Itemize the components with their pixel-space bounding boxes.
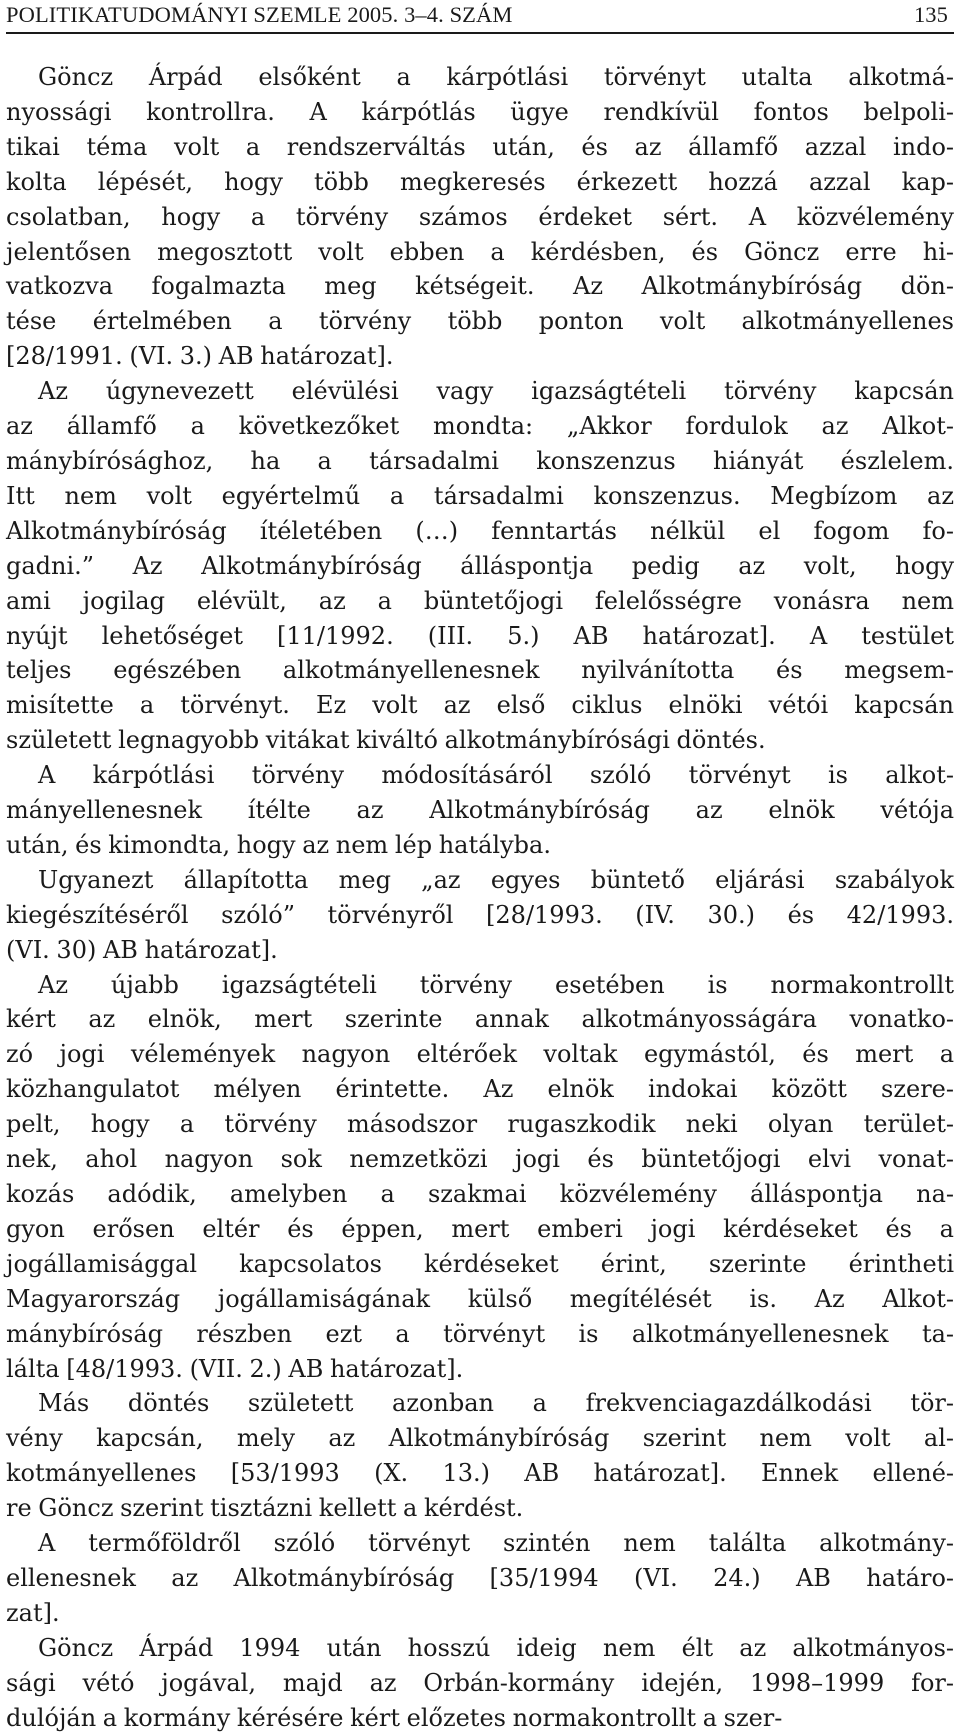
text-line: zó jogi vélemények nagyon eltérőek voltak egymástól, és mert a (6, 1040, 954, 1069)
text-line: sági vétó jogával, majd az Orbán-kormány idején, 1998–1999 for- (6, 1668, 954, 1697)
text-line: ami jogilag elévült, az a büntetőjogi felelősségre vonásra nem (6, 586, 954, 615)
text-line: jelentősen megosztott volt ebben a kérdésben, és Göncz erre hi- (6, 237, 954, 266)
text-line: kozás adódik, amelyben a szakmai közvélemény álláspontja na- (6, 1180, 954, 1208)
paragraph (6, 1386, 954, 1526)
text-line: kotmányellenes [53/1993 (X. 13.) AB határozat]. Ennek ellené- (6, 1459, 954, 1488)
paragraph (6, 1631, 954, 1736)
running-head (6, 2, 954, 34)
text-line: kért az elnök, mert szerinte annak alkotmányosságára vonatko- (6, 1005, 954, 1034)
document-page (6, 0, 954, 1732)
paragraph (6, 1526, 954, 1631)
text-line: ellenesnek az Alkotmánybíróság [35/1994 (VI. 24.) AB határo- (6, 1563, 954, 1592)
article-body (6, 60, 954, 1736)
text-line: Göncz Árpád 1994 után hosszú ideig nem élt az alkotmányos- (38, 1633, 954, 1662)
text-line: vatkozva fogalmazta meg kétségeit. Az Alkotmánybíróság dön- (6, 272, 954, 301)
text-line: Az úgynevezett elévülési vagy igazságtételi törvény kapcsán (38, 377, 954, 406)
text-line: pelt, hogy a törvény másodszor rugaszkodik neki olyan terület- (6, 1110, 954, 1139)
text-line: az államfő a következőket mondta: „Akkor fordulok az Alkot- (6, 412, 954, 441)
text-line: dulóján a kormány kérésére kért előzetes normakontrollt a szer- (6, 1703, 783, 1732)
text-line: tikai téma volt a rendszerváltás után, és az államfő azzal indo- (6, 132, 954, 161)
text-line: mánybíróság részben ezt a törvényt is alkotmányellenesnek ta- (6, 1319, 954, 1348)
paragraph (6, 374, 954, 758)
text-line: zat]. (6, 1598, 60, 1627)
text-line: közhangulatot mélyen érintette. Az elnök indokai között szere- (6, 1075, 954, 1104)
text-line: gadni.” Az Alkotmánybíróság álláspontja pedig az volt, hogy (6, 551, 954, 580)
text-line: után, és kimondta, hogy az nem lép hatályba. (6, 830, 551, 859)
paragraph (6, 968, 954, 1387)
text-line: Itt nem volt egyértelmű a társadalmi konszenzus. Megbízom az (6, 481, 954, 510)
text-line: mányellenesnek ítélte az Alkotmánybíróság az elnök vétója (6, 796, 954, 825)
text-line: lálta [48/1993. (VII. 2.) AB határozat]. (6, 1354, 464, 1383)
text-line: nyossági kontrollra. A kárpótlás ügye rendkívül fontos belpoli- (6, 97, 954, 126)
text-line: Magyarország jogállamiságának külső megítélését is. Az Alkot- (6, 1284, 954, 1313)
text-line: vény kapcsán, mely az Alkotmánybíróság szerint nem volt al- (6, 1424, 954, 1453)
text-line: misítette a törvényt. Ez volt az első ciklus elnöki vétói kapcsán (6, 691, 954, 720)
text-line: Más döntés született azonban a frekvenciagazdálkodási tör- (38, 1389, 954, 1418)
paragraph (6, 60, 954, 374)
text-line: nek, ahol nagyon sok nemzetközi jogi és büntetőjogi elvi vonat- (6, 1145, 954, 1174)
text-line: gyon erősen eltér és éppen, mert emberi jogi kérdéseket és a (6, 1214, 954, 1243)
text-line: Az újabb igazságtételi törvény esetében is normakontrollt (38, 970, 954, 999)
text-line: Alkotmánybíróság ítéletében (…) fenntartás nélkül el fogom fo- (6, 516, 954, 545)
paragraph (6, 863, 954, 968)
text-line: [28/1991. (VI. 3.) AB határozat]. (6, 342, 394, 371)
text-line: nyújt lehetőséget [11/1992. (III. 5.) AB határozat]. A testület (6, 621, 954, 650)
text-line: A termőföldről szóló törvényt szintén nem találta alkotmány- (38, 1529, 954, 1558)
text-line: kolta lépését, hogy több megkeresés érkezett hozzá azzal kap- (6, 167, 954, 196)
paragraph (6, 758, 954, 863)
text-line: A kárpótlási törvény módosításáról szóló törvényt is alkot- (38, 761, 954, 790)
text-line: mánybírósághoz, ha a társadalmi konszenzus hiányát észlelem. (6, 446, 954, 475)
text-line: (VI. 30) AB határozat]. (6, 935, 278, 964)
text-line: tése értelmében a törvény több ponton volt alkotmányellenes (6, 307, 954, 336)
text-line: Göncz Árpád elsőként a kárpótlási törvényt utalta alkotmá- (38, 63, 954, 91)
text-line: jogállamisággal kapcsolatos kérdéseket érint, szerinte érintheti (6, 1249, 954, 1278)
text-line: kiegészítéséről szóló” törvényről [28/1993. (IV. 30.) és 42/1993. (6, 900, 954, 929)
text-line: re Göncz szerint tisztázni kellett a kérdést. (6, 1494, 524, 1523)
text-line: Ugyanezt állapította meg „az egyes büntető eljárási szabályok (38, 865, 954, 894)
journal-title: POLITIKATUDOMÁNYI SZEMLE 2005. 3–4. SZÁM (6, 2, 513, 27)
page-number: 135 (913, 2, 948, 27)
text-line: csolatban, hogy a törvény számos érdeket sért. A közvélemény (6, 202, 954, 231)
text-line: született legnagyobb vitákat kiváltó alkotmánybírósági döntés. (6, 726, 766, 755)
text-line: teljes egészében alkotmányellenesnek nyilvánította és megsem- (6, 656, 954, 685)
